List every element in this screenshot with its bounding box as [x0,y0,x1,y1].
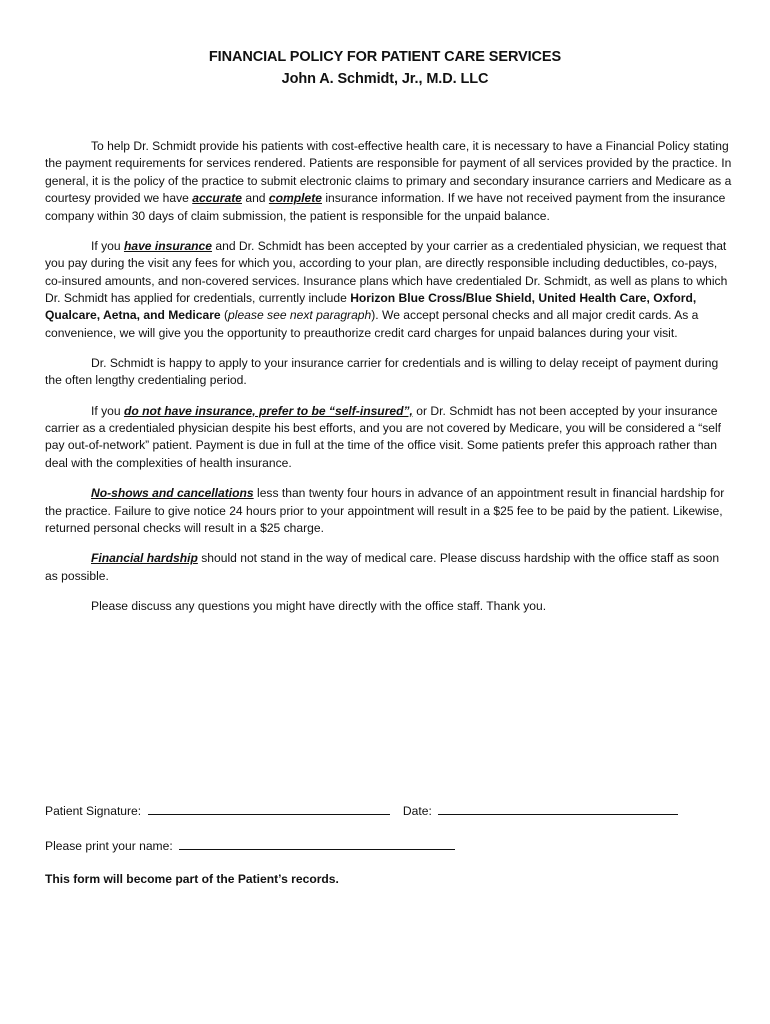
emphasis-financial-hardship: Financial hardship [91,551,198,566]
patient-signature-field[interactable] [148,802,390,815]
emphasis-no-shows: No-shows and cancellations [91,486,254,501]
document-subtitle: John A. Schmidt, Jr., M.D. LLC [281,71,489,87]
emphasis-complete: complete [268,191,322,206]
records-note: This form will become part of the Patient’s records. [45,872,339,886]
text-run: To help Dr. Schmidt provide his patients with cost-effective health care, it is necessary to have a Financial Policy stating the payment requirements for services rendered. Patients are responsible for payment of all services provided by the practice. In general, it is the policy of the practice to submit electronic claims to primary and secondary insurance carriers and Medicare as a courtesy provided we have [45,139,732,206]
insurance-plans-list: Horizon Blue Cross/Blue Shield, United Health Care, Oxford, Qualcare, Aetna, and Medicare [45,291,697,323]
paragraph-questions: Please discuss any questions you might have directly with the office staff. Thank you. [91,598,547,613]
emphasis-have-insurance: have insurance [123,238,213,253]
document-title: FINANCIAL POLICY FOR PATIENT CARE SERVICES [208,49,562,65]
text-run: ). We accept personal checks and all major credit cards. As a convenience, we will give you the opportunity to preauthorize credit card charges for unpaid balances during your visit. [45,308,699,340]
print-name-field[interactable] [179,837,455,850]
see-next-paragraph-note: please see next paragraph [228,308,372,323]
paragraph-self-insured [45,403,735,473]
emphasis-no-insurance: do not have insurance, prefer to be “self-insured”, [123,403,413,418]
policy-body [45,138,735,628]
paragraph-no-shows [45,485,735,537]
patient-signature-label: Patient Signature: [45,804,142,818]
print-name-label: Please print your name: [45,839,173,853]
text-run: If you [91,403,124,418]
text-run: should not stand in the way of medical care. Please discuss hardship with the office staff as soon as possible. [45,551,720,583]
signature-row [45,802,678,818]
emphasis-accurate: accurate [192,191,242,206]
paragraph-have-insurance [45,238,735,342]
paragraph-hardship [45,550,735,585]
date-field[interactable] [438,802,678,815]
print-name-row [45,837,455,853]
paragraph-intro [45,138,735,225]
date-label: Date: [402,804,432,818]
text-run: If you [91,238,124,253]
paragraph-credentials: Dr. Schmidt is happy to apply to your insurance carrier for credentials and is willing to delay receipt of payment during the often lengthy credentialing period. [45,356,719,388]
text-run: or Dr. Schmidt has not been accepted by your insurance carrier as a credentialed physician despite his best efforts, and you are not covered by Medicare, you will be considered a “self pay out-of-network” patient. Payment is due in full at the time of the office visit. Some patients prefer this approach rather than deal with the complexities of health insurance. [45,403,722,470]
text-run: insurance information. If we have not received payment from the insurance company within 30 days of claim submission, the patient is responsible for the unpaid balance. [45,191,726,223]
text-run: and Dr. Schmidt has been accepted by your carrier as a credentialed physician, we request that you pay during the visit any fees for which you, according to your plan, are directly responsible including deductibles, co-pays, co-insured amounts, and non-covered services. Insurance plans which have credentialed Dr. Schmidt, as well as plans to which Dr. Schmidt has applied for credentials, currently include [45,238,728,306]
text-run: ( [220,308,229,323]
text-run: less than twenty four hours in advance of an appointment result in financial hardship for the practice. Failure to give notice 24 hours prior to your appointment will result in a $25 fee to be paid by the patient. Likewise, returned personal checks will result in a $25 charge. [45,486,725,535]
text-run: and [242,191,269,206]
